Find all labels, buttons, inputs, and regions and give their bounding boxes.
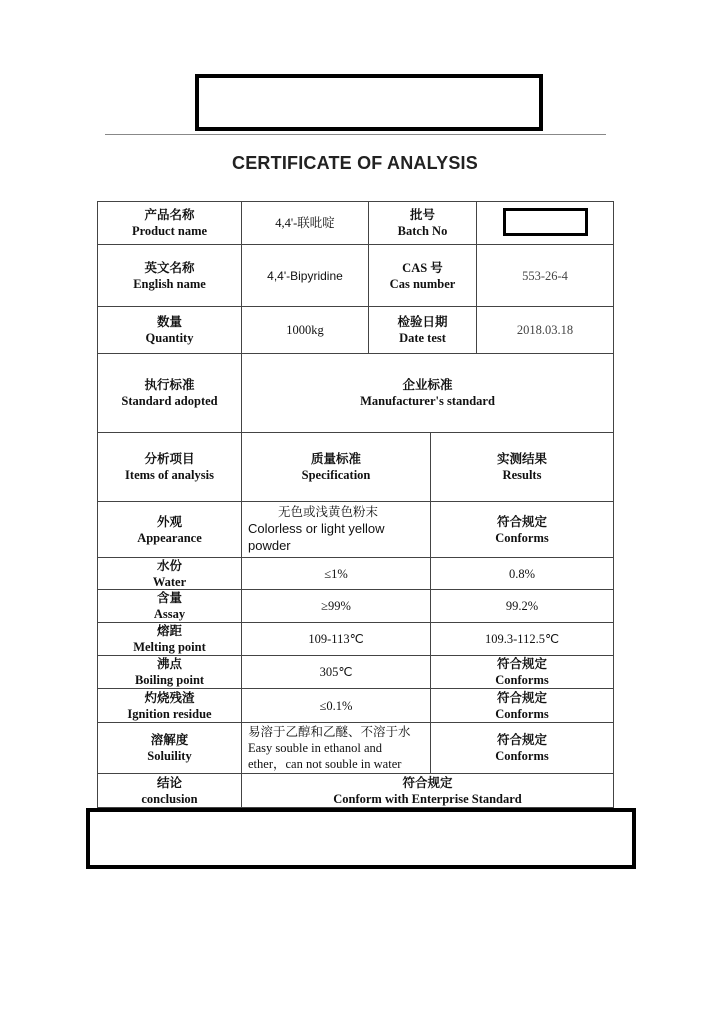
item-cn: 沸点	[156, 657, 182, 671]
items-header-en: Items of analysis	[125, 468, 214, 482]
spec-cell	[241, 501, 431, 558]
item-cn: 溶解度	[150, 733, 189, 747]
result-en: Conforms	[495, 673, 549, 687]
spec-en-line1: Easy souble in ethanol and	[248, 741, 382, 755]
standard-value-en: Manufacturer's standard	[360, 394, 495, 408]
date-test-label-en: Date test	[399, 331, 446, 345]
item-cn: 水份	[156, 558, 182, 573]
quantity-value-text: 1000kg	[286, 323, 324, 337]
header-rule	[105, 134, 606, 135]
batch-no-label-en: Batch No	[397, 224, 448, 238]
spec-cell	[241, 622, 431, 656]
result-value: 109.3-112.5℃	[485, 632, 559, 646]
table-row	[97, 722, 242, 774]
result-cn: 符合规定	[496, 657, 547, 671]
product-name-label-en: Product name	[131, 224, 208, 238]
product-name-value	[241, 201, 369, 245]
spec-cn: 无色或浅黄色粉末	[278, 505, 379, 519]
item-en: Appearance	[137, 530, 202, 545]
spec-header-cn: 质量标准	[310, 452, 361, 466]
result-cell	[430, 589, 614, 623]
table-row	[97, 688, 242, 723]
table-row	[97, 622, 242, 656]
spec-cell	[241, 589, 431, 623]
quantity-label	[97, 306, 242, 354]
conclusion-label-en: conclusion	[141, 791, 198, 806]
spec-cell	[241, 722, 431, 774]
english-name-label	[97, 244, 242, 307]
quantity-label-en: Quantity	[145, 331, 194, 345]
table-row	[97, 557, 242, 590]
spec-value: 109-113℃	[308, 632, 364, 646]
standard-label-en: Standard adopted	[121, 394, 218, 408]
cas-value	[476, 244, 614, 307]
result-cell	[430, 655, 614, 689]
date-test-label-cn: 检验日期	[397, 315, 448, 329]
spec-header-en: Specification	[301, 468, 371, 482]
spec-value: ≤0.1%	[319, 698, 353, 713]
cas-value-text: 553-26-4	[522, 268, 568, 283]
result-cn: 符合规定	[496, 690, 547, 705]
conclusion-label-cn: 结论	[156, 775, 182, 790]
item-cn: 灼烧残渣	[144, 690, 195, 705]
table-row	[97, 655, 242, 689]
spec-value: ≥99%	[321, 599, 351, 613]
result-cn: 符合规定	[496, 733, 547, 747]
english-name-label-en: English name	[133, 276, 206, 291]
spec-en: Colorless or light yellow powder	[248, 521, 385, 553]
result-en: Conforms	[495, 706, 549, 721]
table-row	[97, 589, 242, 623]
result-cn: 符合规定	[496, 514, 547, 529]
result-value: 99.2%	[505, 599, 539, 613]
redacted-footer-block	[86, 808, 636, 869]
spec-cell	[241, 557, 431, 590]
standard-label	[97, 353, 242, 433]
conclusion-value	[241, 773, 614, 808]
item-en: Melting point	[133, 640, 206, 654]
result-cell	[430, 622, 614, 656]
english-name-value	[241, 244, 369, 307]
item-cn: 含量	[156, 591, 182, 605]
conclusion-value-en: Conform with Enterprise Standard	[333, 791, 522, 806]
conclusion-value-cn: 符合规定	[402, 775, 453, 790]
results-header-en: Results	[502, 468, 542, 482]
product-name-label-cn: 产品名称	[144, 208, 195, 222]
result-en: Conforms	[495, 749, 549, 763]
redacted-batch-number	[503, 208, 588, 236]
result-cell	[430, 557, 614, 590]
item-en: Ignition residue	[127, 706, 212, 721]
standard-value-cn: 企业标准	[402, 378, 453, 392]
result-cell	[430, 688, 614, 723]
result-cell	[430, 722, 614, 774]
product-name-value-text: 4,4'-联吡啶	[275, 216, 335, 230]
result-value: 0.8%	[508, 566, 536, 581]
item-cn: 外观	[156, 514, 182, 529]
spec-value: 305℃	[319, 665, 353, 679]
cas-label-cn: CAS 号	[402, 260, 443, 275]
spec-en-line2: ether，can not souble in water	[248, 757, 402, 771]
cas-label	[368, 244, 477, 307]
date-test-value-text: 2018.03.18	[516, 323, 574, 337]
english-name-value-text: 4,4'-Bipyridine	[267, 268, 343, 283]
spec-cell	[241, 688, 431, 723]
table-row	[97, 501, 242, 558]
document-title: CERTIFICATE OF ANALYSIS	[232, 153, 478, 173]
spec-cn: 易溶于乙醇和乙醚、不溶于水	[248, 725, 411, 739]
item-en: Soluility	[147, 749, 192, 763]
item-cn: 熔距	[156, 624, 182, 638]
quantity-label-cn: 数量	[156, 315, 182, 329]
result-en: Conforms	[495, 530, 549, 545]
result-cell	[430, 501, 614, 558]
spec-header	[241, 432, 431, 502]
date-test-value	[476, 306, 614, 354]
item-en: Water	[152, 574, 187, 589]
spec-value: ≤1%	[324, 566, 348, 581]
results-header-cn: 实测结果	[496, 452, 547, 466]
product-name-label	[97, 201, 242, 245]
date-test-label	[368, 306, 477, 354]
conclusion-label	[97, 773, 242, 808]
items-header-cn: 分析项目	[144, 452, 195, 466]
item-en: Boiling point	[134, 673, 205, 687]
english-name-label-cn: 英文名称	[144, 260, 195, 275]
results-header	[430, 432, 614, 502]
standard-label-cn: 执行标准	[144, 378, 195, 392]
batch-no-label	[368, 201, 477, 245]
redacted-header-block	[195, 74, 543, 131]
spec-cell	[241, 655, 431, 689]
batch-no-label-cn: 批号	[409, 208, 435, 222]
item-en: Assay	[153, 607, 186, 621]
quantity-value	[241, 306, 369, 354]
items-header	[97, 432, 242, 502]
standard-value	[241, 353, 614, 433]
cas-label-en: Cas number	[389, 276, 456, 291]
